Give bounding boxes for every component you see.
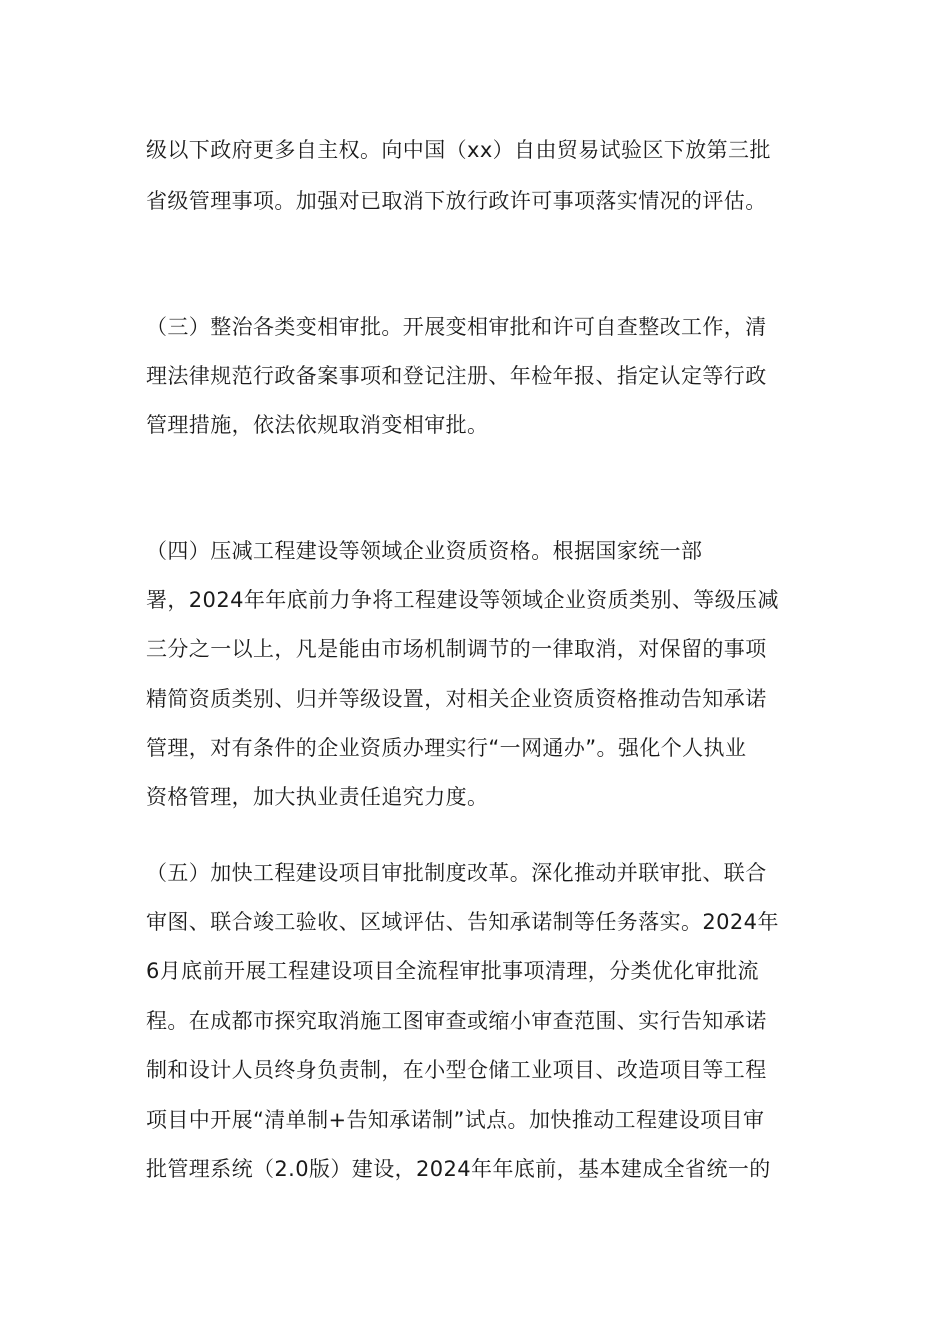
text-line: 理法律规范行政备案事项和登记注册、年检年报、指定认定等行政 <box>146 364 767 388</box>
text-line: 管理，对有条件的企业资质办理实行“一网通办”。强化个人执业 <box>146 736 747 760</box>
text-line: 三分之一以上，凡是能由市场机制调节的一律取消，对保留的事项 <box>146 637 767 661</box>
text-line: 项目中开展“清单制+告知承诺制”试点。加快推动工程建设项目审 <box>146 1108 765 1132</box>
text-line: （三）整治各类变相审批。开展变相审批和许可自查整改工作，清 <box>146 315 767 339</box>
text-line: 资格管理，加大执业责任追究力度。 <box>146 785 489 809</box>
text-line: 省级管理事项。加强对已取消下放行政许可事项落实情况的评估。 <box>146 189 767 213</box>
text-line: 管理措施，依法依规取消变相审批。 <box>146 413 489 437</box>
text-line: 6月底前开展工程建设项目全流程审批事项清理，分类优化审批流 <box>146 959 759 983</box>
text-line: 署，2024年年底前力争将工程建设等领域企业资质类别、等级压减 <box>146 588 779 612</box>
text-line: 制和设计人员终身负责制，在小型仓储工业项目、改造项目等工程 <box>146 1058 767 1082</box>
text-line: （五）加快工程建设项目审批制度改革。深化推动并联审批、联合 <box>146 861 767 885</box>
text-line: 批管理系统（2.0版）建设，2024年年底前，基本建成全省统一的 <box>146 1157 771 1181</box>
text-line: （四）压减工程建设等领域企业资质资格。根据国家统一部 <box>146 539 703 563</box>
text-line: 精简资质类别、归并等级设置，对相关企业资质资格推动告知承诺 <box>146 687 767 711</box>
text-line: 级以下政府更多自主权。向中国（xx）自由贸易试验区下放第三批 <box>146 138 771 162</box>
text-line: 审图、联合竣工验收、区域评估、告知承诺制等任务落实。2024年 <box>146 910 779 934</box>
text-line: 程。在成都市探究取消施工图审查或缩小审查范围、实行告知承诺 <box>146 1009 767 1033</box>
